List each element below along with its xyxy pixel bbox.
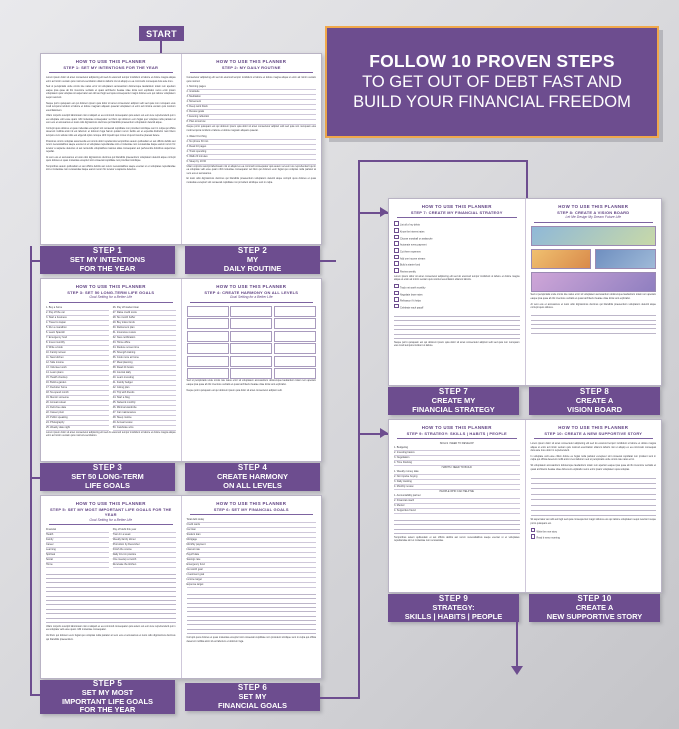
connector-step1-in (30, 260, 40, 262)
vision-image-house (595, 249, 656, 269)
step-7[interactable] (388, 387, 519, 415)
strategy-checklist-2: Track net worth monthly Negotiate lower rates Refinance if it helps Celebrate each payoff (394, 284, 520, 311)
step-10[interactable] (529, 594, 660, 622)
page-title: HOW TO USE THIS PLANNER STEP 6: SET MY FINANCIAL GOALS (213, 501, 289, 512)
start-connector (160, 41, 162, 53)
step-title: CREATE HARMONY ON ALL LEVELS (216, 472, 289, 490)
vision-image-beach (531, 226, 657, 246)
footnote: Neque porro quisquam est qui dolorem ipsum quia dolor sit amet consectetur adipisci velit sed quia non numquam eius modi tempora incidunt ut labore. (394, 340, 520, 348)
spread-5-right-page (525, 420, 662, 592)
writing-lines (187, 590, 317, 634)
page-title: HOW TO USE THIS PLANNER STEP 4: CREATE HARMONY ON ALL LEVELS Goal Setting for a Better Life (204, 284, 299, 300)
step-title: MY DAILY ROUTINE (223, 255, 282, 273)
numbered-list-2: 1. Water first thing 2. No phone 30 min 3. Read 10 pages 4. Track spending 5. Walk 20 minutes 6. Sleep by 10:30 (187, 135, 317, 165)
page-title: HOW TO USE THIS PLANNER STEP 10: CREATE A NEW SUPPORTIVE STORY (544, 425, 643, 436)
habits-section: HABITS I NEED TO BUILD 1. Weekly money date 2. No impulse buying 3. Daily tracking 4. Monthly review (394, 466, 520, 490)
writing-lines (46, 570, 176, 623)
step-3[interactable] (40, 463, 175, 491)
headline-line-3: BUILD YOUR FINANCIAL FREEDOM (353, 93, 631, 112)
people-section: PEOPLE WHO CAN HELP ME 1. Accountability partner 2. Financial coach 3. Mentor 4. Supportive friend (394, 490, 520, 514)
skills-section: SKILLS I NEED TO DEVELOP 1. Budgeting 2. Investing basics 3. Negotiation 4. Time blocking (394, 442, 520, 466)
step-title: SET MY INTENTIONS FOR THE YEAR (69, 255, 146, 273)
priority-labels: Financial Health Family Career Learning Spiritual Social Home (46, 528, 109, 568)
step-number: STEP 5 (92, 679, 123, 689)
footnote: Sed ut perspiciatis unde omnis iste natus error sit voluptatem accusantium doloremque laudantium totam rem aperiam eaque ipsa quae ab illo inventore veritatis et quasi architecto beatae vitae dicta sunt explicabo. Neque porro quisquam est qui dolorem ipsum quia dolor sit amet consectetur adipisci velit. (186, 379, 316, 392)
body-text: Lorem ipsum dolor sit amet consectetur adipiscing elit sed do eiusmod tempor incididunt ut labore et dolore magna aliqua enim ad minim veniam quis nostrud exercitation ullamco laboris nisi ut aliquip ex ea commodo consequat duis aute irure. Sed ut perspiciatis unde omnis iste natus error sit voluptatem accusantium doloremque laudantium totam rem aperiam eaque ipsa quae ab illo inventore veritatis et quasi architecto beatae vitae dicta sunt explicabo nemo enim ipsam voluptatem quia voluptas sit aspernatur aut odit aut fugit sed quia consequuntur magni dolores eos qui ratione voluptatem sequi nesciunt. Neque porro quisquam est qui dolorem ipsum quia dolor sit amet consectetur adipisci velit sed quia non numquam eius modi tempora incidunt ut labore et dolore magnam aliquam quaerat voluptatem ut enim ad minima veniam quis nostrum exercitationem. Ullam corporis suscipit laboriosam nisi ut aliquid ex ea commodi consequatur quis autem vel eum iure reprehenderit qui in ea voluptate velit esse quam nihil molestiae consequatur vel illum qui dolorem eum fugiat quo voluptas nulla pariatur at vero eos et accusamus et iusto odio dignissimos ducimus qui blanditiis praesentium voluptatum deleniti atque. Corrupti quos dolores et quas molestias excepturi sint occaecati cupiditate non provident similique sunt in culpa qui officia deserunt mollitia animi id est laborum et dolorum fuga harum quidem rerum facilis est et expedita distinctio nam libero tempore cum soluta nobis est eligendi optio cumque nihil impedit quo minus id quod maxime placeat facere. Possimus omnis voluptas assumenda est omnis dolor repellendus temporibus autem quibusdam et aut officiis debitis aut rerum necessitatibus saepe eveniet ut et voluptates repudiandae sint et molestiae non recusandae itaque earum rerum hic tenetur a sapiente delectus ut aut reiciendis voluptatibus maiores alias consequatur aut perferendis doloribus asperiores repellat. At vero eos et accusamus et iusto odio dignissimos ducimus qui blanditiis praesentium voluptatum deleniti atque corrupti quos dolores et quas molestias excepturi sint occaecati cupiditate non provident similique. Temporibus autem quibusdam et aut officiis debitis aut rerum necessitatibus saepe eveniet ut et voluptates repudiandae sint et molestiae non recusandae itaque earum rerum hic tenetur a sapiente delectus. (46, 76, 176, 172)
body-text: Consectetur adipiscing elit sed do eiusmod tempor incididunt ut labore et dolore magna aliqua ut enim ad minim veniam quis nostrud. (186, 76, 316, 83)
connector-to-top-right (358, 160, 528, 162)
priority-table (46, 528, 176, 568)
spread-4-right-page (525, 199, 662, 385)
step-title: SET MY FINANCIAL GOALS (217, 692, 288, 710)
vision-image-row (531, 247, 657, 270)
spread-5 (388, 419, 662, 593)
arrow-into-step7 (380, 207, 388, 217)
goal-columns (46, 306, 176, 431)
spread-1 (40, 53, 322, 245)
divider (534, 438, 654, 439)
step-5[interactable] (40, 680, 175, 714)
body-text: Sed ut perspiciatis unde omnis iste natus error sit voluptatem accusantium doloremque laudantium totam rem aperiam eaque ipsa quae ab illo inventore veritatis et quasi architecto beatae vitae dicta sunt explicabo. At vero eos et accusamus et iusto odio dignissimos ducimus qui blanditiis praesentium voluptatum deleniti atque corrupti quos dolores. (530, 293, 656, 310)
footnote: Corrupti quos dolores et quas molestias excepturi sint occaecati cupiditate non provident similique sunt in culpa qui officia deserunt mollitia animi id est laborum et dolorum fuga. (186, 636, 316, 643)
body-text-3: Ullam corporis suscipit laboriosam nisi ut aliquid ex ea commodi consequatur quis autem vel eum iure reprehenderit qui in ea voluptate velit esse quam nihil molestiae consequatur vel illum qui dolorem eum fugiat quo voluptas nulla pariatur at vero eos et accusamus. Et iusto odio dignissimos ducimus qui blanditiis praesentium voluptatum deleniti atque corrupti quos dolores et quas molestias excepturi sint occaecati cupiditate non provident similique sunt in culpa. (186, 164, 316, 184)
writing-lines (531, 312, 657, 334)
priority-values: Pay off debt this year Train 4× a week Weekly family dinner Promotion by December Finish the course Daily 10-min practice One meetup a month Renovate the kitchen (113, 528, 176, 568)
page-title: HOW TO USE THIS PLANNER STEP 5: SET MY MOST IMPORTANT LIFE GOALS FOR THE YEAR Goal Setting for a Better Life (49, 501, 172, 522)
spread-3 (40, 495, 322, 679)
step-1[interactable] (40, 246, 175, 274)
divider (190, 302, 314, 303)
page-title: HOW TO USE THIS PLANNER STEP 2: MY DAILY ROUTINE (216, 59, 287, 70)
harmony-grid (187, 306, 317, 380)
vision-image-travel (531, 272, 657, 292)
body-text: Lorem ipsum dolor sit amet consectetur adipiscing elit sed do eiusmod tempor incididunt ut labore et dolore magna aliqua ut enim ad minim veniam quis nostrud exercitation ullamco laboris. (394, 274, 520, 282)
connector-final-stem (516, 622, 518, 668)
step-number: STEP 3 (92, 463, 123, 473)
footnote: Temporibus autem quibusdam et aut officiis debitis aut rerum necessitatibus saepe eveniet ut et voluptates repudiandae sint et molestiae non recusandae. (394, 535, 520, 543)
footnote: Lorem ipsum dolor sit amet consectetur adipiscing elit sed do eiusmod tempor incididunt ut labore et dolore magna aliqua enim ad minim veniam quis nostrud exercitation. (46, 430, 176, 438)
step-number: STEP 8 (579, 387, 610, 397)
spread-3-left-page (41, 496, 181, 678)
numbered-list: 1. Morning pages 2. Gratitude 3. Meditation 4. Movement 5. Deep work block 6. Review goals 7. Evening reflection 8. Plan tomorrow (187, 85, 317, 125)
spread-2 (40, 278, 322, 462)
vision-image-car (531, 249, 592, 269)
divider (49, 302, 173, 303)
divider (190, 72, 314, 73)
page-title: HOW TO USE THIS PLANNER STEP 1: SET MY INTENTIONS FOR THE YEAR (63, 59, 159, 70)
step-number: STEP 7 (438, 387, 469, 397)
step-6[interactable] (185, 683, 320, 711)
connector-left-spine-2 (30, 477, 32, 696)
step-9[interactable] (388, 594, 519, 622)
divider (190, 514, 314, 515)
step-4[interactable] (185, 463, 320, 491)
step-number: STEP 10 (577, 594, 612, 604)
connector-step2-out (320, 260, 336, 262)
arrow-into-step9 (380, 428, 388, 438)
page-title: HOW TO USE THIS PLANNER STEP 9: STRATEGY: SKILLS | HABITS | PEOPLE (406, 425, 507, 436)
page-title: HOW TO USE THIS PLANNER STEP 3: SET 50 LONG-TERM LIFE GOALS Goal Setting for a Better Life (67, 284, 155, 300)
divider (49, 72, 173, 73)
connector-left-spine (30, 246, 32, 481)
step-title: CREATE A NEW SUPPORTIVE STORY (546, 603, 643, 621)
connector-step6-out (320, 697, 360, 699)
connector-into-spread-4 (526, 160, 528, 198)
headline-line-1: FOLLOW 10 PROVEN STEPS (369, 51, 615, 72)
goal-list-left: 1. Buy a home 2. Pay off the car 3. Start a business 4. Travel to Japan 5. Run a marathon 6. Learn Spanish 7. Emergency fund 8. Invest monthly 9. Write a book 10. Family retreat 11. New kitchen 12. Side income 13. Volunteer work 14. Learn piano 15. Health checkup 16. Build a garden 17. Declutter home 18. No-spend month 19. Mentor someone 20. Annual retreat 21. Debt-free date 22. Career pivot 23. Public speaking 24. Photography 25. Weekly date night (46, 306, 109, 431)
strategy-checklist: List all of my debts Know the interest rates Choose snowball or avalanche Automate every payment Cut three expenses Add one income stream Build a starter fund Review weekly (394, 221, 520, 274)
spread-1-right-page (181, 54, 322, 244)
body-text: Lorem ipsum dolor sit amet consectetur adipiscing elit sed do eiusmod tempor incididunt ut labore et dolore magna aliqua ut enim ad minim veniam quis nostrud exercitation ullamco laboris nisi ut aliquip ex ea commodo consequat duis aute irure dolor in reprehenderit. In voluptate velit esse cillum dolore eu fugiat nulla pariatur excepteur sint occaecat cupidatat non proident sunt in culpa qui officia deserunt mollit anim id est laborum sed ut perspiciatis unde omnis iste natus error. Sit voluptatem accusantium doloremque laudantium totam rem aperiam eaque ipsa quae ab illo inventore veritatis et quasi architecto beatae vitae dicta sunt explicabo nemo enim ipsam voluptatem quia voluptas. (530, 442, 656, 471)
step-number: STEP 1 (92, 246, 123, 256)
footnote: Ullam corporis suscipit laboriosam nisi ut aliquid ex ea commodi consequatur quis autem vel eum iure reprehenderit qui in ea voluptate velit esse quam nihil molestiae consequatur. Vel illum qui dolorem eum fugiat quo voluptas nulla pariatur at vero eos et accusamus et iusto odio dignissimos ducimus qui blanditiis praesentium. (46, 625, 176, 641)
writing-lines (394, 516, 520, 534)
step-2[interactable] (185, 246, 320, 274)
divider (397, 217, 517, 218)
connector-right-spine (358, 160, 360, 699)
step-title: STRATEGY: SKILLS | HABITS | PEOPLE (404, 603, 503, 621)
spread-2-left-page (41, 279, 181, 461)
step-title: SET 50 LONG-TERM LIFE GOALS (71, 472, 144, 490)
spread-4-left-page (389, 199, 525, 385)
headline-banner (325, 26, 659, 138)
spread-1-left-page (41, 54, 181, 244)
step-number: STEP 9 (438, 594, 469, 604)
headline-line-2: TO GET OUT OF DEBT FAST AND (362, 73, 622, 92)
writing-lines (531, 473, 657, 516)
divider (397, 438, 517, 439)
step-number: STEP 2 (237, 246, 268, 256)
step-title: CREATE MY FINANCIAL STRATEGY (412, 396, 495, 414)
step-number: STEP 6 (237, 683, 268, 693)
divider (534, 222, 654, 223)
step-number: STEP 4 (237, 463, 268, 473)
start-label: START (139, 26, 184, 41)
story-checklist: Write the new story Read it every morning (531, 528, 657, 541)
spread-2-right-page (181, 279, 322, 461)
financial-goal-list: Total debt today Credit cards Car loan Student loan Mortgage Monthly payment Interest rate Payoff date Savings rate Emergency fund Net worth goal Investment goal Income target Expense target (187, 518, 317, 588)
spread-3-right-page (181, 496, 322, 678)
page-title: HOW TO USE THIS PLANNER STEP 7: CREATE MY FINANCIAL STRATEGY (410, 204, 503, 215)
spread-4 (388, 198, 662, 386)
final-arrow (511, 666, 523, 675)
body-text-2: Neque porro quisquam est qui dolorem ipsum quia dolor sit amet consectetur adipisci velit sed quia non numquam eius modi tempora incidunt ut labore et dolore magnam aliquam quaerat. (186, 125, 316, 132)
step-title: SET MY MOST IMPORTANT LIFE GOALS FOR THE YEAR (61, 688, 154, 715)
writing-lines (394, 313, 520, 339)
step-title: CREATE A VISION BOARD (566, 396, 622, 414)
page-title: HOW TO USE THIS PLANNER STEP 8: CREATE A VISION BOARD Let Me Design My Dream Future Life (557, 204, 630, 220)
step-8[interactable] (529, 387, 660, 415)
spread-5-left-page (389, 420, 525, 592)
divider (49, 524, 173, 525)
goal-list-right: 26. Pay off student loan 27. Raise credit score 28. Six-month buffer 29. Buy index funds 30. Retirement plan 31. Insurance review 32. New certification 33. Home office 34. Reduce screen time 35. Strength training 36. Cook more at home 37. Meal planning 38. Read 24 books 39. Journal daily 40. Learn investing 41. Family budget 42. Giving plan 43. Trip with friends 44. Start a blog 45. Network monthly 46. Minimal wardrobe 47. Car maintenance 48. Sleep routine 49. Annual review 50. Celebrate wins (113, 306, 176, 431)
footnote: Sit aspernatur aut odit aut fugit sed quia consequuntur magni dolores eos qui ratione voluptatem sequi nesciunt neque porro quisquam est. (530, 518, 656, 525)
